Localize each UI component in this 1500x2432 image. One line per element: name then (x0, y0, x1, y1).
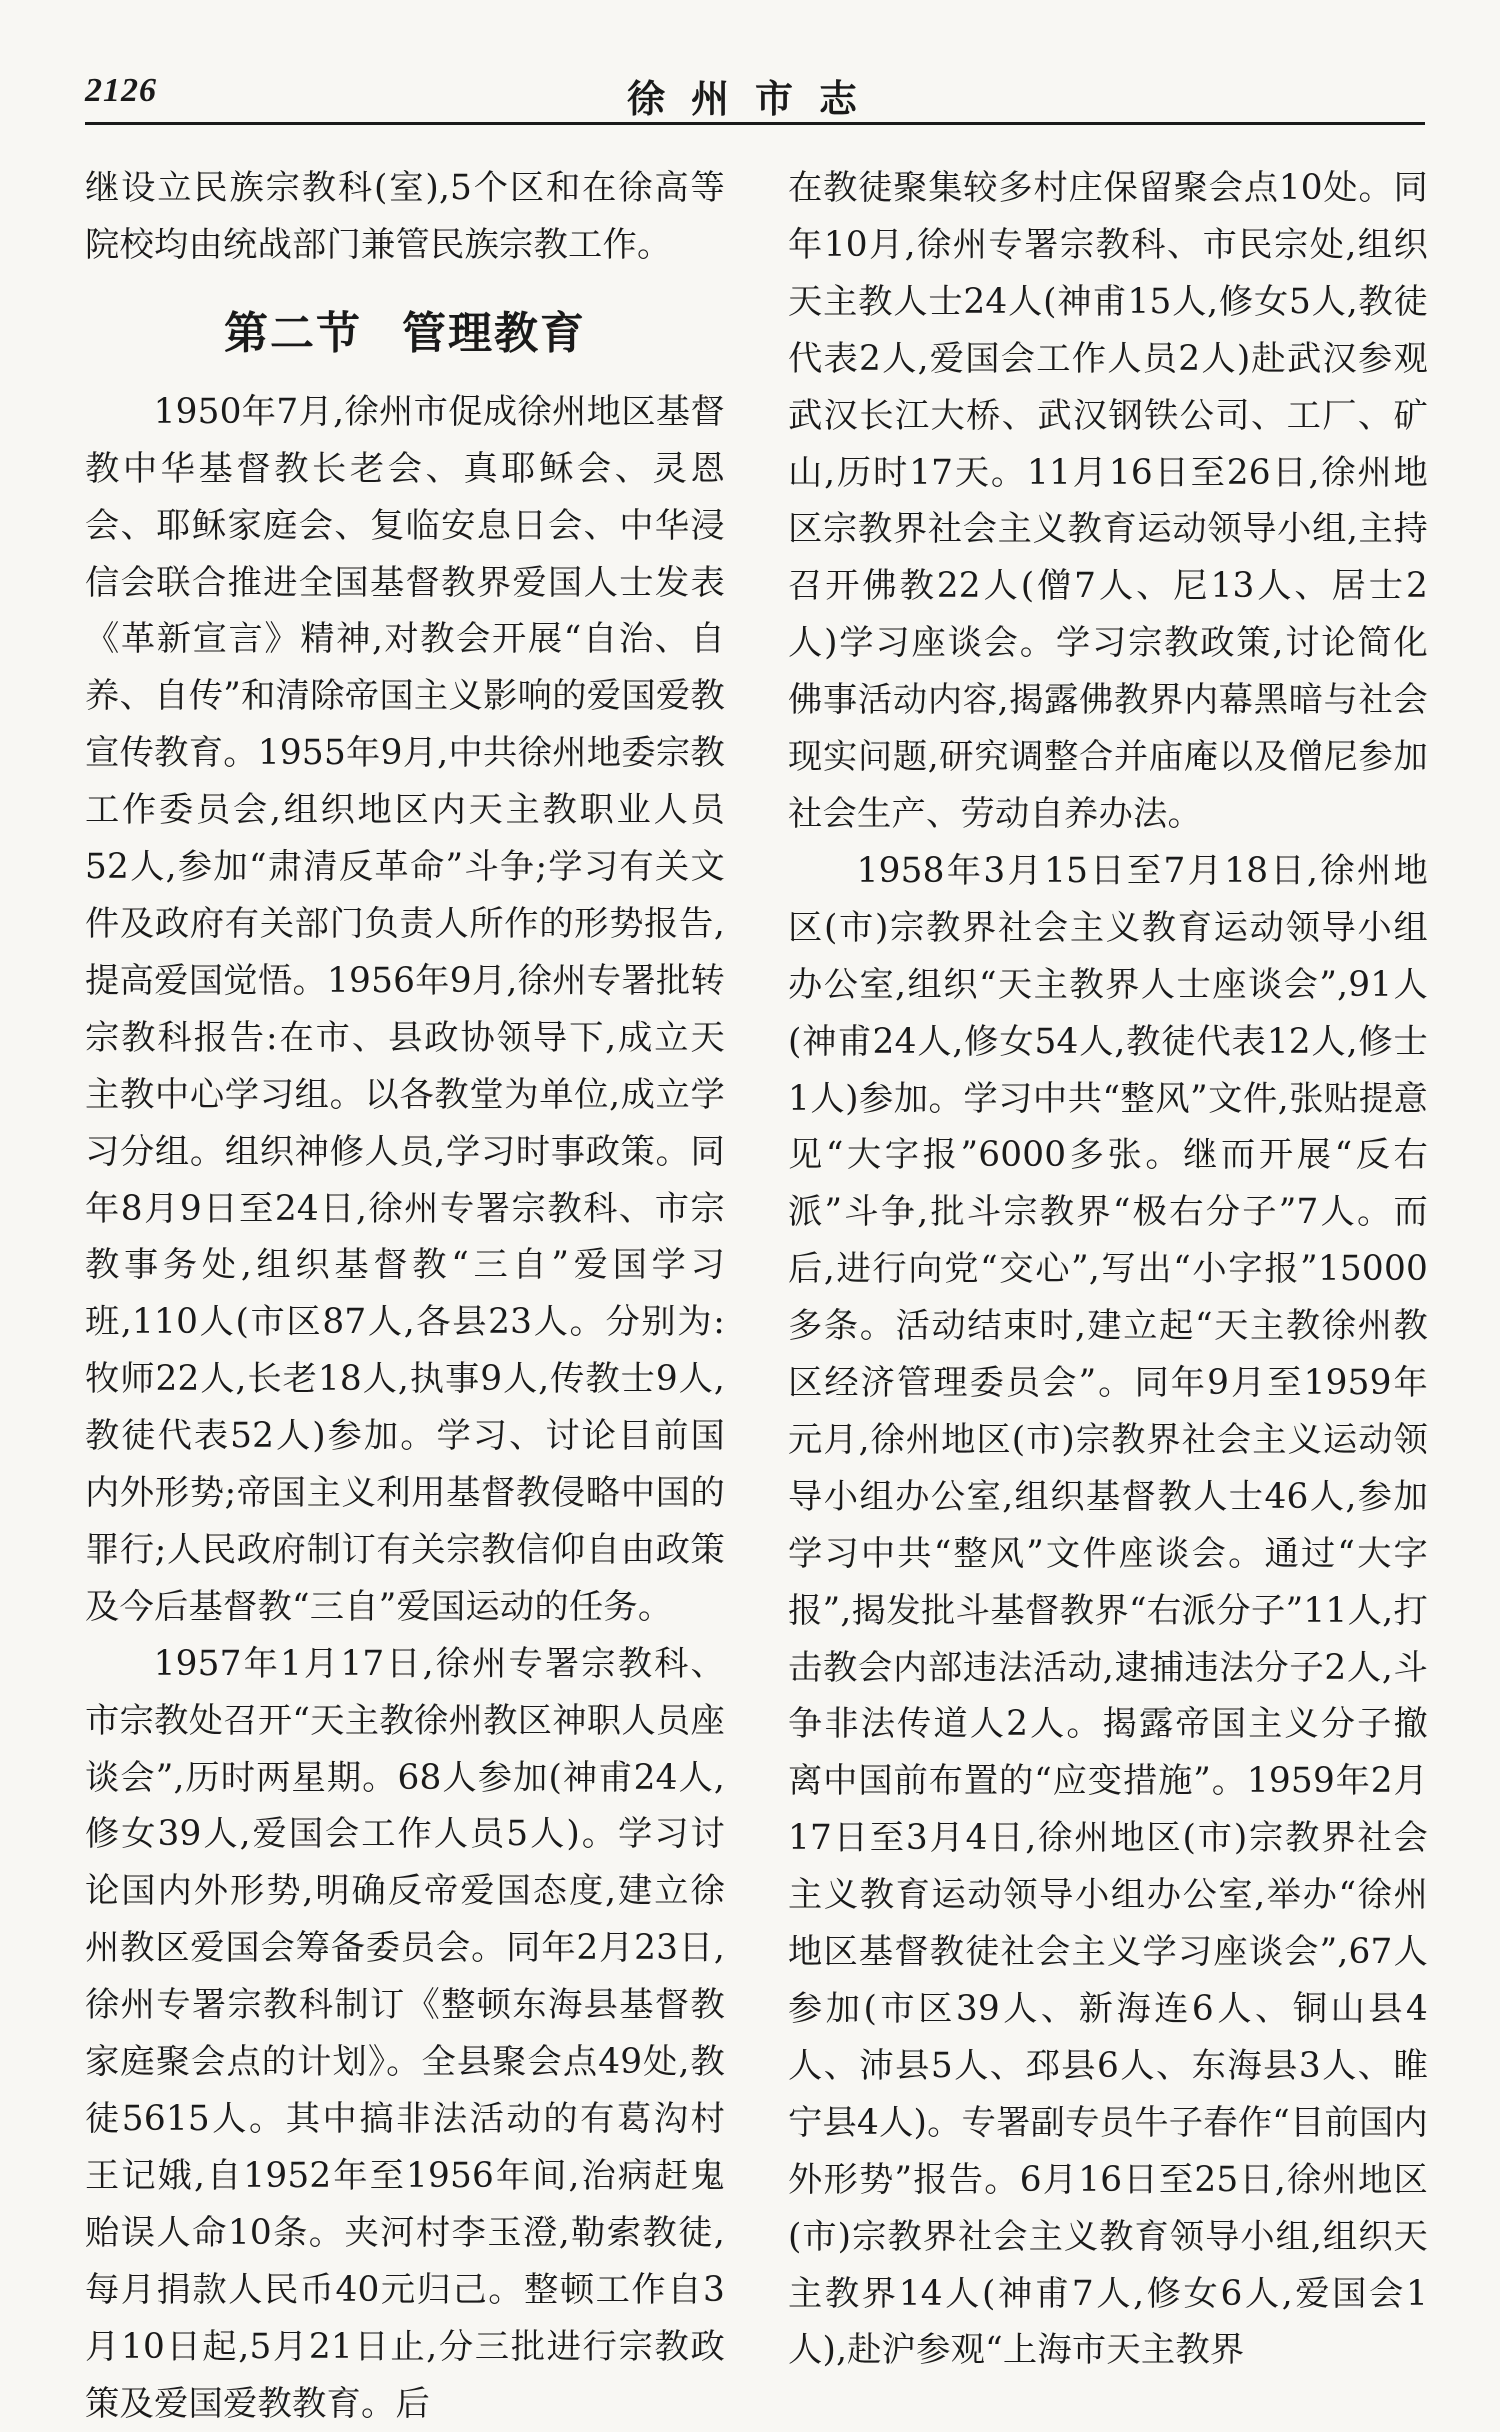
right-column (788, 160, 1428, 2379)
header-rule (85, 122, 1425, 125)
left-column (85, 160, 725, 2432)
section-number: 第二节 (224, 307, 362, 359)
page-header (85, 60, 1425, 132)
paragraph-continued: 在教徒聚集较多村庄保留聚会点10处。同年10月,徐州专署宗教科、市民宗处,组织天主教人士24人(神甫15人,修女5人,教徒代表2人,爱国会工作人员2人)赴武汉参观武汉长江大桥、武汉钢铁公司、工厂、矿山,历时17天。11月16日至26日,徐州地区宗教界社会主义教育运动领导小组,主持召开佛教22人(僧7人、尼13人、居士2人)学习座谈会。学习宗教政策,讨论简化佛事活动内容,揭露佛教界内幕黑暗与社会现实问题,研究调整合并庙庵以及僧尼参加社会生产、劳动自养办法。 (788, 168, 1428, 834)
book-title: 徐州市志 (626, 77, 883, 121)
text-columns (85, 160, 1435, 2424)
paragraph: 1958年3月15日至7月18日,徐州地区(市)宗教界社会主义教育运动领导小组办公室,组织“天主教界人士座谈会”,91人(神甫24人,修女54人,教徒代表12人,修士1人)参加。学习中共“整风”文件,张贴提意见“大字报”6000多张。继而开展“反右派”斗争,批斗宗教界“极右分子”7人。而后,进行向党“交心”,写出“小字报”15000多条。活动结束时,建立起“天主教徐州教区经济管理委员会”。同年9月至1959年元月,徐州地区(市)宗教界社会主义运动领导小组办公室,组织基督教人士46人,参加学习中共“整风”文件座谈会。通过“大字报”,揭发批斗基督教界“右派分子”11人,打击教会内部违法活动,逮捕违法分子2人,斗争非法传道人2人。揭露帝国主义分子撤离中国前布置的“应变措施”。1959年2月17日至3月4日,徐州地区(市)宗教界社会主义教育运动领导小组办公室,举办“徐州地区基督教徒社会主义学习座谈会”,67人参加(市区39人、新海连6人、铜山县4人、沛县5人、邳县6人、东海县3人、睢宁县4人)。专署副专员牛子春作“目前国内外形势”报告。6月16日至25日,徐州地区(市)宗教界社会主义教育领导小组,组织天主教界14人(神甫7人,修女6人,爱国会1人),赴沪参观“上海市天主教界 (788, 850, 1428, 2371)
section-title: 管理教育 (402, 307, 586, 359)
paragraph: 1950年7月,徐州市促成徐州地区基督教中华基督教长老会、真耶稣会、灵恩会、耶稣家庭会、复临安息日会、中华浸信会联合推进全国基督教界爱国人士发表《革新宣言》精神,对教会开展“自治、自养、自传”和清除帝国主义影响的爱国爱教宣传教育。1955年9月,中共徐州地委宗教工作委员会,组织地区内天主教职业人员52人,参加“肃清反革命”斗争;学习有关文件及政府有关部门负责人所作的形势报告,提高爱国觉悟。1956年9月,徐州专署批转宗教科报告:在市、县政协领导下,成立天主教中心学习组。以各教堂为单位,成立学习分组。组织神修人员,学习时事政策。同年8月9日至24日,徐州专署宗教科、市宗教事务处,组织基督教“三自”爱国学习班,110人(市区87人,各县23人。分别为:牧师22人,长老18人,执事9人,传教士9人,教徒代表52人)参加。学习、讨论目前国内外形势;帝国主义利用基督教侵略中国的罪行;人民政府制订有关宗教信仰自由政策及今后基督教“三自”爱国运动的任务。 (85, 391, 725, 1627)
page-number: 2126 (85, 72, 157, 109)
intro-paragraph: 继设立民族宗教科(室),5个区和在徐高等院校均由统战部门兼管民族宗教工作。 (85, 168, 725, 265)
section-heading (85, 304, 725, 364)
paragraph: 1957年1月17日,徐州专署宗教科、市宗教处召开“天主教徐州教区神职人员座谈会”,历时两星期。68人参加(神甫24人,修女39人,爱国会工作人员5人)。学习讨论国内外形势,明确反帝爱国态度,建立徐州教区爱国会筹备委员会。同年2月23日,徐州专署宗教科制订《整顿东海县基督教家庭聚会点的计划》。全县聚会点49处,教徒5615人。其中搞非法活动的有葛沟村王记娥,自1952年至1956年间,治病赶鬼贻误人命10条。夹河村李玉澄,勒索教徒,每月捐款人民币40元归己。整顿工作自3月10日起,5月21日止,分三批进行宗教政策及爱国爱教教育。后 (85, 1643, 725, 2424)
